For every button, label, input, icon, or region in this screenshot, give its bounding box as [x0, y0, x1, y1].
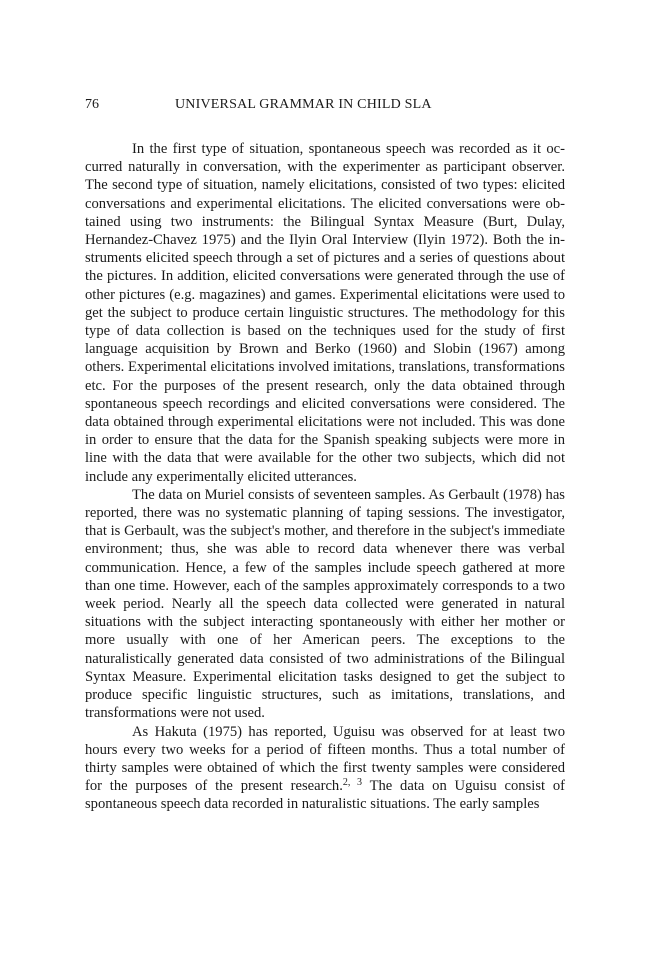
paragraph-elicitation-methods: In the first type of situation, spontaneous speech was recorded as it occurred naturally in conversation, with the experimenter as participant observer. The second type of situation, namely elicitations, consisted of two types: elicited conversations and experimental elicitations. The elicited conversations were obtained using two instruments: the Bilingual Syntax Measure (Burt, Dulay, Hernandez-Chavez 1975) and the Ilyin Oral Interview (Ilyin 1972). Both the instruments elicited speech through a set of pictures and a series of questions about the pictures. In addition, elicited conversations were generated through the use of other pictures (e.g. magazines) and games. Experimental elicitations were used to get the subject to produce certain linguistic structures. The methodology for this type of data collection is based on the techniques used for the study of first language acquisition by Brown and Berko (1960) and Slobin (1967) among others. Experimental elicitations involved imitations, translations, transformations etc. For the purposes of the present research, only the data obtained through spontaneous speech recordings and elicited conversations were considered. The data obtained through experimental elicitations were not included. This was done in order to ensure that the data for the Spanish speaking subjects were more in line with the data that were available for the other two subjects, which did not include any experimentally elicited utterances.	[85, 141, 565, 485]
uguisu-text-after-note: The data on Uguisu consist of spontaneous speech data recorded in naturalistic situations. The early samples	[85, 778, 566, 813]
book-page	[85, 96, 565, 814]
footnote-reference[interactable]: 2, 3	[342, 777, 363, 789]
body-text	[85, 140, 565, 814]
paragraph-muriel-data: The data on Muriel consists of seventeen samples. As Gerbault (1978) has reported, there was no systematic planning of taping sessions. The investigator, that is Gerbault, was the subject's mother, and therefore in the subject's immediate environment; thus, she was able to record data whenever there was verbal communication. Hence, a few of the samples include speech gathered at more than one time. However, each of the samples approximately corresponds to a two week period. Nearly all the speech data collected were generated in natural situations with the subject interacting spontaneously with either her mother or more usually with one of her American peers. The exceptions to the naturalistically generated data consisted of two administrations of the Bilingual Syntax Measure. Experimental elicitation tasks designed to get the subject to produce specific linguistic structures, such as imitations, translations, and transformations were not used.	[85, 486, 565, 722]
running-header	[85, 96, 565, 114]
running-title: UNIVERSAL GRAMMAR IN CHILD SLA	[175, 97, 432, 112]
page-number: 76	[85, 97, 99, 112]
paragraph-uguisu-data	[85, 723, 565, 814]
uguisu-text-before-note: As Hakuta (1975) has reported, Uguisu was observed for at least two hours every two weeks for a period of fifteen months. Thus a total number of thirty samples were obtained of which the first twenty samples were considered for the purposes of the present research.	[85, 723, 565, 795]
